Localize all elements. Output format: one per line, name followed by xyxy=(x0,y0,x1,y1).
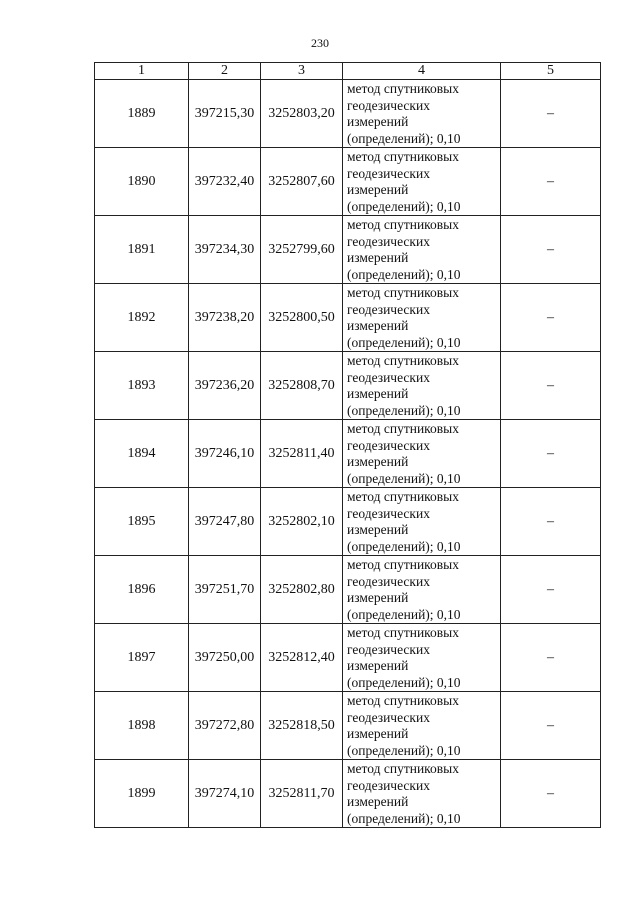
method-cell xyxy=(343,624,501,692)
method-text-line: (определений); 0,10 xyxy=(347,470,461,486)
y-coordinate-cell: 3252800,50 xyxy=(261,284,343,352)
method-text-line: геодезических xyxy=(347,505,430,521)
y-coordinate-cell: 3252799,60 xyxy=(261,216,343,284)
y-coordinate-cell: 3252818,50 xyxy=(261,692,343,760)
table-row xyxy=(95,692,601,760)
table-row xyxy=(95,488,601,556)
table-row xyxy=(95,556,601,624)
method-cell xyxy=(343,80,501,148)
table-row xyxy=(95,624,601,692)
method-text-line: (определений); 0,10 xyxy=(347,266,461,282)
method-text-line: геодезических xyxy=(347,369,430,385)
method-cell xyxy=(343,760,501,828)
method-cell xyxy=(343,148,501,216)
method-text-line: измерений xyxy=(347,386,409,401)
method-text-line: (определений); 0,10 xyxy=(347,606,461,622)
y-coordinate-cell: 3252808,70 xyxy=(261,352,343,420)
method-text-line: геодезических xyxy=(347,777,430,793)
coordinates-table xyxy=(94,62,601,828)
x-coordinate-cell: 397232,40 xyxy=(189,148,261,216)
point-number-cell: 1890 xyxy=(95,148,189,216)
point-number-cell: 1889 xyxy=(95,80,189,148)
point-number-cell: 1899 xyxy=(95,760,189,828)
method-text-line: измерений xyxy=(347,794,409,809)
table-row xyxy=(95,148,601,216)
x-coordinate-cell: 397238,20 xyxy=(189,284,261,352)
x-coordinate-cell: 397274,10 xyxy=(189,760,261,828)
method-text-line: измерений xyxy=(347,182,409,197)
method-text-line: геодезических xyxy=(347,301,430,317)
note-cell: – xyxy=(501,692,601,760)
method-text-line: (определений); 0,10 xyxy=(347,334,461,350)
method-text-line: метод спутниковых xyxy=(347,489,459,504)
method-text-line: измерений xyxy=(347,250,409,265)
x-coordinate-cell: 397246,10 xyxy=(189,420,261,488)
method-text-line: метод спутниковых xyxy=(347,693,459,708)
method-text-line: (определений); 0,10 xyxy=(347,810,461,826)
method-text-line: геодезических xyxy=(347,709,430,725)
method-text-line: метод спутниковых xyxy=(347,625,459,640)
method-cell xyxy=(343,284,501,352)
x-coordinate-cell: 397236,20 xyxy=(189,352,261,420)
y-coordinate-cell: 3252802,80 xyxy=(261,556,343,624)
column-header: 4 xyxy=(343,63,501,80)
method-text-line: метод спутниковых xyxy=(347,81,459,96)
point-number-cell: 1893 xyxy=(95,352,189,420)
y-coordinate-cell: 3252812,40 xyxy=(261,624,343,692)
method-cell xyxy=(343,352,501,420)
method-text-line: (определений); 0,10 xyxy=(347,538,461,554)
y-coordinate-cell: 3252811,40 xyxy=(261,420,343,488)
method-text-line: геодезических xyxy=(347,97,430,113)
note-cell: – xyxy=(501,216,601,284)
method-text-line: измерений xyxy=(347,454,409,469)
x-coordinate-cell: 397272,80 xyxy=(189,692,261,760)
table-row xyxy=(95,352,601,420)
y-coordinate-cell: 3252811,70 xyxy=(261,760,343,828)
x-coordinate-cell: 397247,80 xyxy=(189,488,261,556)
method-cell xyxy=(343,216,501,284)
x-coordinate-cell: 397250,00 xyxy=(189,624,261,692)
method-cell xyxy=(343,692,501,760)
method-text-line: метод спутниковых xyxy=(347,149,459,164)
method-cell xyxy=(343,556,501,624)
page-number: 230 xyxy=(311,36,329,50)
table-row xyxy=(95,216,601,284)
method-text-line: геодезических xyxy=(347,573,430,589)
point-number-cell: 1897 xyxy=(95,624,189,692)
method-text-line: (определений); 0,10 xyxy=(347,198,461,214)
table-row xyxy=(95,80,601,148)
point-number-cell: 1892 xyxy=(95,284,189,352)
method-text-line: измерений xyxy=(347,114,409,129)
method-text-line: (определений); 0,10 xyxy=(347,742,461,758)
column-header: 5 xyxy=(501,63,601,80)
method-text-line: измерений xyxy=(347,658,409,673)
note-cell: – xyxy=(501,80,601,148)
method-text-line: метод спутниковых xyxy=(347,285,459,300)
method-text-line: метод спутниковых xyxy=(347,557,459,572)
point-number-cell: 1895 xyxy=(95,488,189,556)
note-cell: – xyxy=(501,420,601,488)
y-coordinate-cell: 3252803,20 xyxy=(261,80,343,148)
column-header: 1 xyxy=(95,63,189,80)
method-text-line: метод спутниковых xyxy=(347,353,459,368)
method-cell xyxy=(343,420,501,488)
table-header-row xyxy=(95,63,601,80)
note-cell: – xyxy=(501,624,601,692)
note-cell: – xyxy=(501,284,601,352)
method-text-line: измерений xyxy=(347,522,409,537)
method-text-line: геодезических xyxy=(347,165,430,181)
method-text-line: метод спутниковых xyxy=(347,761,459,776)
column-header: 2 xyxy=(189,63,261,80)
note-cell: – xyxy=(501,488,601,556)
point-number-cell: 1891 xyxy=(95,216,189,284)
table-row xyxy=(95,760,601,828)
method-text-line: метод спутниковых xyxy=(347,421,459,436)
note-cell: – xyxy=(501,760,601,828)
table-row xyxy=(95,420,601,488)
point-number-cell: 1898 xyxy=(95,692,189,760)
note-cell: – xyxy=(501,352,601,420)
column-header: 3 xyxy=(261,63,343,80)
method-text-line: геодезических xyxy=(347,437,430,453)
x-coordinate-cell: 397234,30 xyxy=(189,216,261,284)
method-text-line: геодезических xyxy=(347,641,430,657)
x-coordinate-cell: 397251,70 xyxy=(189,556,261,624)
table-row xyxy=(95,284,601,352)
method-text-line: (определений); 0,10 xyxy=(347,402,461,418)
y-coordinate-cell: 3252807,60 xyxy=(261,148,343,216)
point-number-cell: 1896 xyxy=(95,556,189,624)
method-cell xyxy=(343,488,501,556)
y-coordinate-cell: 3252802,10 xyxy=(261,488,343,556)
x-coordinate-cell: 397215,30 xyxy=(189,80,261,148)
table-body xyxy=(95,80,601,828)
note-cell: – xyxy=(501,148,601,216)
method-text-line: измерений xyxy=(347,318,409,333)
point-number-cell: 1894 xyxy=(95,420,189,488)
note-cell: – xyxy=(501,556,601,624)
method-text-line: геодезических xyxy=(347,233,430,249)
method-text-line: измерений xyxy=(347,590,409,605)
method-text-line: метод спутниковых xyxy=(347,217,459,232)
method-text-line: (определений); 0,10 xyxy=(347,130,461,146)
method-text-line: измерений xyxy=(347,726,409,741)
method-text-line: (определений); 0,10 xyxy=(347,674,461,690)
